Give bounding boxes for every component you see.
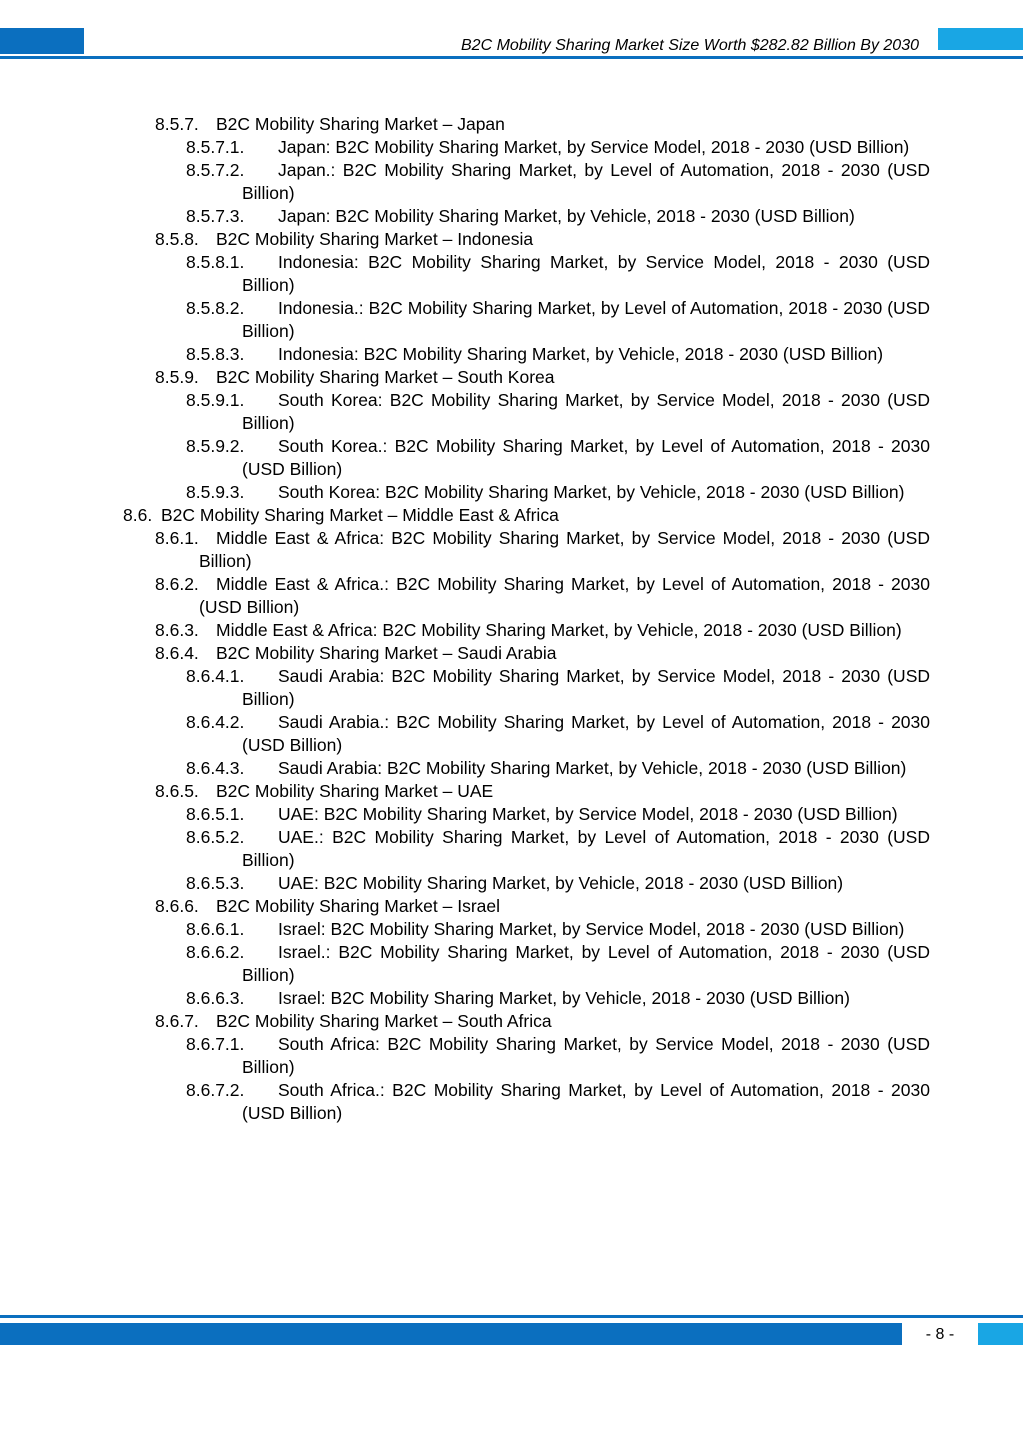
toc-entry-number: 8.6.6.1. (186, 919, 245, 939)
toc-entry-title: Japan: B2C Mobility Sharing Market, by Vehicle, 2018 - 2030 (USD Billion) (278, 206, 855, 226)
toc-entry[interactable] (155, 113, 930, 136)
toc-entry[interactable] (186, 665, 930, 711)
toc-entry-number: 8.5.9. (155, 367, 199, 387)
toc-entry-title: Israel.: B2C Mobility Sharing Market, by Level of Automation, 2018 - 2030 (USD Billion) (242, 942, 930, 985)
page-number: - 8 - (925, 1326, 955, 1343)
toc-entry[interactable] (155, 228, 930, 251)
toc-entry[interactable] (186, 435, 930, 481)
toc-entry-title: Indonesia: B2C Mobility Sharing Market, by Vehicle, 2018 - 2030 (USD Billion) (278, 344, 884, 364)
toc-entry-title: Japan: B2C Mobility Sharing Market, by Service Model, 2018 - 2030 (USD Billion) (278, 137, 910, 157)
toc-entry-title: B2C Mobility Sharing Market – Israel (216, 896, 500, 916)
toc-entry-number: 8.5.9.2. (186, 436, 245, 456)
toc-entry[interactable] (155, 366, 930, 389)
toc-entry-number: 8.6.6.3. (186, 988, 245, 1008)
toc-entry[interactable] (186, 826, 930, 872)
toc-entry-number: 8.6.6. (155, 896, 199, 916)
toc-entry-title: Middle East & Africa: B2C Mobility Sharing Market, by Service Model, 2018 - 2030 (USD Billion) (199, 528, 930, 571)
toc-entry[interactable] (186, 872, 930, 895)
toc-entry-title: UAE: B2C Mobility Sharing Market, by Vehicle, 2018 - 2030 (USD Billion) (278, 873, 844, 893)
toc-entry[interactable] (155, 1010, 930, 1033)
toc-entry[interactable] (186, 803, 930, 826)
toc-entry[interactable] (155, 642, 930, 665)
toc-entry-title: Middle East & Africa.: B2C Mobility Sharing Market, by Level of Automation, 2018 - 2030 (USD Billion) (199, 574, 930, 617)
toc-entry-number: 8.6.2. (155, 574, 199, 594)
toc-entry-title: South Korea: B2C Mobility Sharing Market, by Vehicle, 2018 - 2030 (USD Billion) (278, 482, 905, 502)
toc-entry-title: Japan.: B2C Mobility Sharing Market, by Level of Automation, 2018 - 2030 (USD Billion) (242, 160, 930, 203)
toc-entry-number: 8.5.8.3. (186, 344, 245, 364)
toc-entry-number: 8.6.5. (155, 781, 199, 801)
toc-entry-title: B2C Mobility Sharing Market – South Korea (216, 367, 555, 387)
toc-entry[interactable] (155, 780, 930, 803)
toc-entry-number: 8.5.9.1. (186, 390, 245, 410)
toc-entry-title: South Africa.: B2C Mobility Sharing Market, by Level of Automation, 2018 - 2030 (USD Billion) (242, 1080, 930, 1123)
toc-entry-title: South Korea.: B2C Mobility Sharing Market, by Level of Automation, 2018 - 2030 (USD Billion) (242, 436, 930, 479)
toc-entry-number: 8.5.7.3. (186, 206, 245, 226)
toc-entry[interactable] (155, 895, 930, 918)
toc-entry[interactable] (186, 297, 930, 343)
toc-entry-title: Saudi Arabia: B2C Mobility Sharing Market, by Service Model, 2018 - 2030 (USD Billion) (242, 666, 930, 709)
toc-entry-title: UAE: B2C Mobility Sharing Market, by Service Model, 2018 - 2030 (USD Billion) (278, 804, 898, 824)
toc-entry-number: 8.6.6.2. (186, 942, 245, 962)
toc-entry-number: 8.6.4. (155, 643, 199, 663)
toc-entry[interactable] (186, 1079, 930, 1125)
toc-entry-title: B2C Mobility Sharing Market – Japan (216, 114, 505, 134)
toc-entry-number: 8.6.4.1. (186, 666, 245, 686)
toc-entry-title: Saudi Arabia: B2C Mobility Sharing Market, by Vehicle, 2018 - 2030 (USD Billion) (278, 758, 907, 778)
toc-entry-number: 8.6.7.2. (186, 1080, 245, 1100)
toc-entry-number: 8.5.7.2. (186, 160, 245, 180)
toc-entry-number: 8.5.7.1. (186, 137, 245, 157)
toc-entry-number: 8.6.4.3. (186, 758, 245, 778)
toc-entry-number: 8.5.8. (155, 229, 199, 249)
toc-entry-number: 8.6.4.2. (186, 712, 245, 732)
toc-entry-number: 8.6.7.1. (186, 1034, 245, 1054)
toc-entry[interactable] (186, 481, 930, 504)
toc-entry[interactable] (155, 527, 930, 573)
toc-entry[interactable] (155, 619, 930, 642)
toc-entry[interactable] (155, 573, 930, 619)
toc-entry-title: Indonesia.: B2C Mobility Sharing Market, by Level of Automation, 2018 - 2030 (USD Billion) (242, 298, 930, 341)
header-rule (0, 56, 1023, 59)
toc-entry-title: Indonesia: B2C Mobility Sharing Market, by Service Model, 2018 - 2030 (USD Billion) (242, 252, 930, 295)
toc-entry-title: South Korea: B2C Mobility Sharing Market, by Service Model, 2018 - 2030 (USD Billion) (242, 390, 930, 433)
toc-entry-title: Israel: B2C Mobility Sharing Market, by Vehicle, 2018 - 2030 (USD Billion) (278, 988, 850, 1008)
toc-entry[interactable] (186, 987, 930, 1010)
toc-entry[interactable] (186, 711, 930, 757)
toc-entry-number: 8.6.5.1. (186, 804, 245, 824)
toc-entry[interactable] (186, 205, 930, 228)
toc-entry-number: 8.6.1. (155, 528, 199, 548)
toc-entry[interactable] (186, 136, 930, 159)
toc-entry-title: B2C Mobility Sharing Market – UAE (216, 781, 494, 801)
toc-entry[interactable] (186, 389, 930, 435)
footer-accent-bar-left (0, 1323, 902, 1345)
toc-entry-title: Middle East & Africa: B2C Mobility Sharing Market, by Vehicle, 2018 - 2030 (USD Billion) (216, 620, 902, 640)
toc-entry-title: UAE.: B2C Mobility Sharing Market, by Level of Automation, 2018 - 2030 (USD Billion) (242, 827, 930, 870)
toc-entry-number: 8.5.8.2. (186, 298, 245, 318)
toc-entry-number: 8.6.3. (155, 620, 199, 640)
toc-entry-title: B2C Mobility Sharing Market – South Africa (216, 1011, 552, 1031)
header-accent-bar-right (938, 28, 1023, 50)
toc-entry-number: 8.6.5.2. (186, 827, 245, 847)
toc-entry-title: B2C Mobility Sharing Market – Indonesia (216, 229, 534, 249)
toc-entry-title: Saudi Arabia.: B2C Mobility Sharing Market, by Level of Automation, 2018 - 2030 (USD Billion) (242, 712, 930, 755)
header-accent-bar-left (0, 28, 84, 54)
toc-entry-title: South Africa: B2C Mobility Sharing Market, by Service Model, 2018 - 2030 (USD Billion) (242, 1034, 930, 1077)
toc-entry[interactable] (186, 159, 930, 205)
toc-entry-number: 8.5.9.3. (186, 482, 245, 502)
toc-entry[interactable] (186, 941, 930, 987)
toc-entry[interactable] (186, 757, 930, 780)
toc-entry[interactable] (186, 343, 930, 366)
toc-entry[interactable] (186, 918, 930, 941)
table-of-contents (0, 113, 1023, 1125)
toc-entry-number: 8.6.5.3. (186, 873, 245, 893)
toc-entry-title: B2C Mobility Sharing Market – Saudi Arabia (216, 643, 557, 663)
toc-entry[interactable] (123, 504, 930, 527)
header-title: B2C Mobility Sharing Market Size Worth $282.82 Billion By 2030 (461, 37, 919, 54)
toc-entry-title: B2C Mobility Sharing Market – Middle East & Africa (161, 505, 559, 525)
toc-entry-number: 8.6.7. (155, 1011, 199, 1031)
toc-entry-number: 8.6. (123, 505, 153, 525)
toc-entry[interactable] (186, 1033, 930, 1079)
toc-entry-number: 8.5.8.1. (186, 252, 245, 272)
footer-accent-bar-right (978, 1323, 1023, 1345)
toc-entry-title: Israel: B2C Mobility Sharing Market, by Service Model, 2018 - 2030 (USD Billion) (278, 919, 905, 939)
footer-rule (0, 1315, 1023, 1318)
toc-entry[interactable] (186, 251, 930, 297)
toc-entry-number: 8.5.7. (155, 114, 199, 134)
